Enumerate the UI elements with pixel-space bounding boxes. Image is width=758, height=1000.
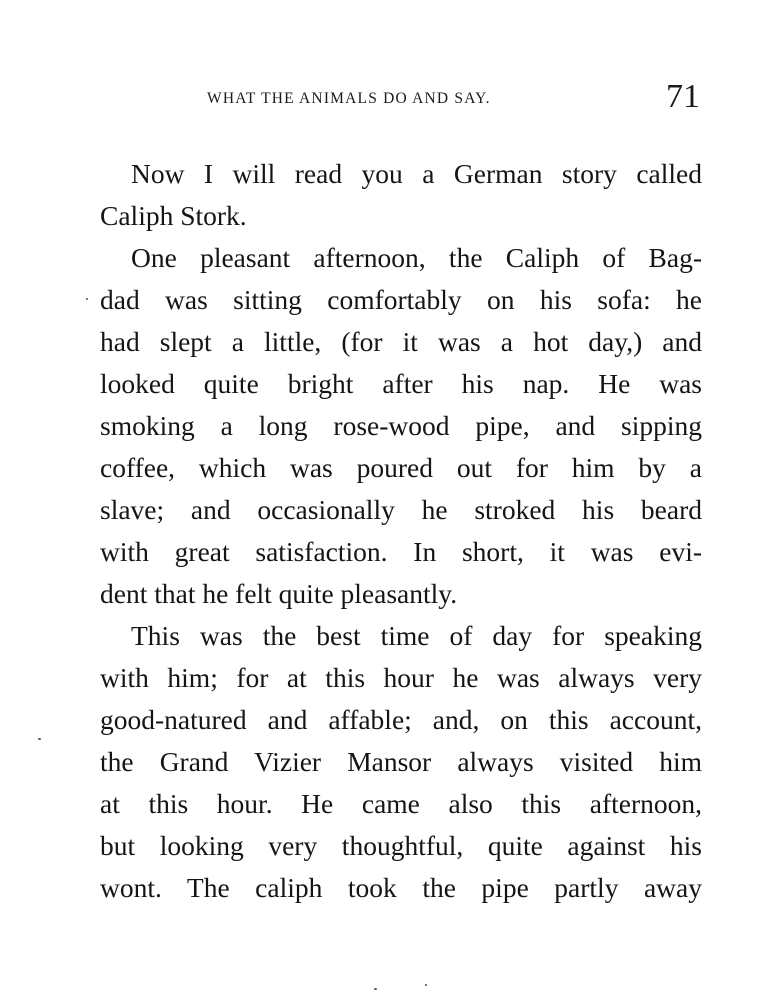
text-line: at this hour. He came also this afternoon, xyxy=(100,788,702,819)
text-line: with him; for at this hour he was always very xyxy=(100,662,702,693)
paper-speck xyxy=(425,984,427,986)
paper-speck xyxy=(374,988,377,990)
text-line: good-natured and affable; and, on this account, xyxy=(100,704,702,735)
text-line: but looking very thoughtful, quite against his xyxy=(100,830,702,861)
text-line: smoking a long rose-wood pipe, and sipping xyxy=(100,410,702,441)
text-line: the Grand Vizier Mansor always visited him xyxy=(100,746,702,777)
text-line: dad was sitting comfortably on his sofa: he xyxy=(100,284,702,315)
text-line: dent that he felt quite pleasantly. xyxy=(100,578,458,609)
page-number: 71 xyxy=(666,78,700,115)
text-line: Caliph Stork. xyxy=(100,200,247,231)
text-line: with great satisfaction. In short, it was evi- xyxy=(100,536,702,567)
text-line: One pleasant afternoon, the Caliph of Bag- xyxy=(131,242,702,273)
running-head: WHAT THE ANIMALS DO AND SAY. xyxy=(207,90,491,107)
text-line: coffee, which was poured out for him by a xyxy=(100,452,702,483)
text-line: had slept a little, (for it was a hot day,) and xyxy=(100,326,702,357)
text-line: This was the best time of day for speaking xyxy=(131,620,702,651)
text-line: Now I will read you a German story called xyxy=(131,158,702,189)
paper-speck xyxy=(86,298,88,300)
text-line: slave; and occasionally he stroked his beard xyxy=(100,494,702,525)
text-line: wont. The caliph took the pipe partly away xyxy=(100,872,702,903)
paper-speck xyxy=(38,738,41,740)
text-line: looked quite bright after his nap. He was xyxy=(100,368,702,399)
